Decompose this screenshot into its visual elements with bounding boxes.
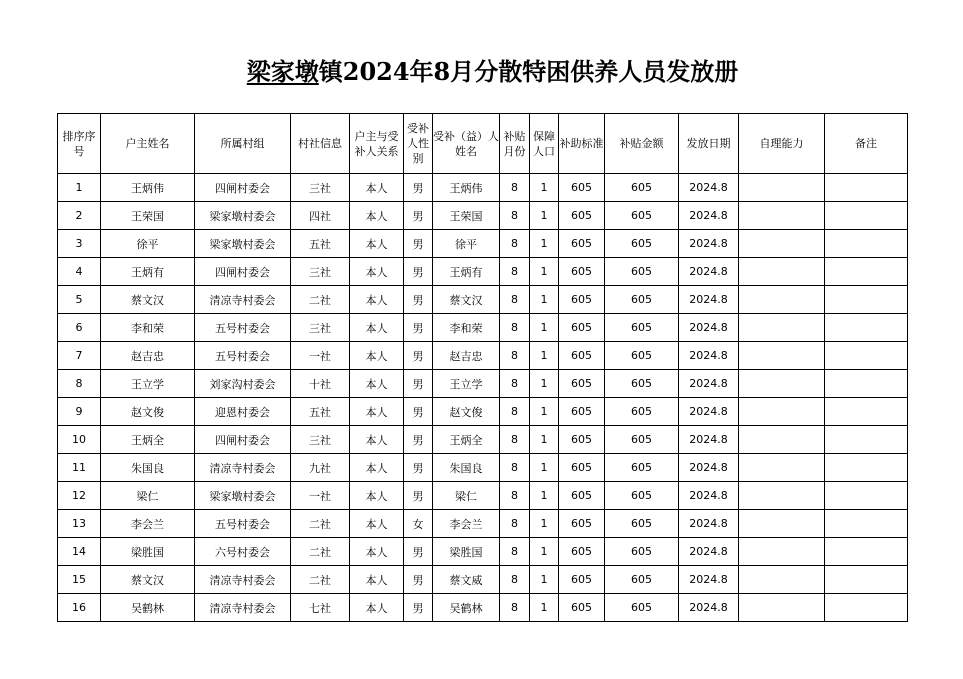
recipient-name-cell: 梁胜国	[433, 538, 500, 566]
household-head-cell: 徐平	[101, 230, 195, 258]
issue-date-cell: 2024.8	[679, 230, 739, 258]
group-cell: 三社	[291, 426, 350, 454]
subsidy-month-cell: 8	[500, 454, 530, 482]
household-head-cell: 王炳全	[101, 426, 195, 454]
self-care-cell	[739, 286, 825, 314]
table-row	[58, 286, 908, 314]
relation-cell: 本人	[350, 230, 404, 258]
household-head-cell: 赵文俊	[101, 398, 195, 426]
gender-cell: 男	[404, 594, 433, 622]
village-cell: 梁家墩村委会	[195, 230, 291, 258]
header-cell: 户主与受补人关系	[350, 114, 404, 174]
serial-number-cell: 13	[58, 510, 101, 538]
title-text: 镇2024年8月分散特困供养人员发放册	[318, 57, 739, 86]
remark-cell	[825, 594, 908, 622]
subsidy-amount-cell: 605	[605, 538, 679, 566]
relation-cell: 本人	[350, 314, 404, 342]
header-row	[58, 114, 908, 174]
covered-people-cell: 1	[530, 230, 559, 258]
group-cell: 一社	[291, 342, 350, 370]
serial-number-cell: 4	[58, 258, 101, 286]
gender-cell: 男	[404, 258, 433, 286]
table-row	[58, 258, 908, 286]
covered-people-cell: 1	[530, 566, 559, 594]
table-row	[58, 510, 908, 538]
subsidy-amount-cell: 605	[605, 566, 679, 594]
village-cell: 四闸村委会	[195, 174, 291, 202]
household-head-cell: 梁胜国	[101, 538, 195, 566]
self-care-cell	[739, 370, 825, 398]
serial-number-cell: 16	[58, 594, 101, 622]
serial-number-cell: 8	[58, 370, 101, 398]
subsidy-standard-cell: 605	[559, 314, 605, 342]
relation-cell: 本人	[350, 342, 404, 370]
gender-cell: 女	[404, 510, 433, 538]
subsidy-month-cell: 8	[500, 398, 530, 426]
covered-people-cell: 1	[530, 202, 559, 230]
remark-cell	[825, 174, 908, 202]
covered-people-cell: 1	[530, 482, 559, 510]
subsidy-standard-cell: 605	[559, 482, 605, 510]
gender-cell: 男	[404, 230, 433, 258]
issue-date-cell: 2024.8	[679, 510, 739, 538]
subsidy-standard-cell: 605	[559, 230, 605, 258]
table-row	[58, 370, 908, 398]
subsidy-standard-cell: 605	[559, 370, 605, 398]
subsidy-amount-cell: 605	[605, 286, 679, 314]
subsidy-month-cell: 8	[500, 538, 530, 566]
remark-cell	[825, 398, 908, 426]
subsidy-standard-cell: 605	[559, 342, 605, 370]
serial-number-cell: 14	[58, 538, 101, 566]
gender-cell: 男	[404, 454, 433, 482]
header-cell: 补贴金额	[605, 114, 679, 174]
subsidy-standard-cell: 605	[559, 566, 605, 594]
covered-people-cell: 1	[530, 454, 559, 482]
header-cell: 受补（益）人姓名	[433, 114, 500, 174]
table-row	[58, 482, 908, 510]
serial-number-cell: 15	[58, 566, 101, 594]
covered-people-cell: 1	[530, 370, 559, 398]
issue-date-cell: 2024.8	[679, 482, 739, 510]
table-row	[58, 398, 908, 426]
gender-cell: 男	[404, 538, 433, 566]
relation-cell: 本人	[350, 202, 404, 230]
self-care-cell	[739, 342, 825, 370]
gender-cell: 男	[404, 314, 433, 342]
recipient-name-cell: 梁仁	[433, 482, 500, 510]
household-head-cell: 赵吉忠	[101, 342, 195, 370]
gender-cell: 男	[404, 174, 433, 202]
relation-cell: 本人	[350, 258, 404, 286]
relation-cell: 本人	[350, 370, 404, 398]
table-row	[58, 230, 908, 258]
remark-cell	[825, 426, 908, 454]
subsidy-amount-cell: 605	[605, 594, 679, 622]
recipient-name-cell: 吴鹤林	[433, 594, 500, 622]
covered-people-cell: 1	[530, 398, 559, 426]
self-care-cell	[739, 594, 825, 622]
remark-cell	[825, 566, 908, 594]
issue-date-cell: 2024.8	[679, 202, 739, 230]
header-cell: 受补人性别	[404, 114, 433, 174]
relation-cell: 本人	[350, 174, 404, 202]
group-cell: 九社	[291, 454, 350, 482]
group-cell: 三社	[291, 258, 350, 286]
serial-number-cell: 7	[58, 342, 101, 370]
village-cell: 四闸村委会	[195, 426, 291, 454]
recipient-name-cell: 徐平	[433, 230, 500, 258]
issue-date-cell: 2024.8	[679, 566, 739, 594]
subsidy-month-cell: 8	[500, 202, 530, 230]
subsidy-month-cell: 8	[500, 286, 530, 314]
recipient-name-cell: 王炳有	[433, 258, 500, 286]
serial-number-cell: 12	[58, 482, 101, 510]
relation-cell: 本人	[350, 566, 404, 594]
issue-date-cell: 2024.8	[679, 426, 739, 454]
household-head-cell: 王立学	[101, 370, 195, 398]
group-cell: 二社	[291, 510, 350, 538]
remark-cell	[825, 538, 908, 566]
village-cell: 清凉寺村委会	[195, 454, 291, 482]
household-head-cell: 朱国良	[101, 454, 195, 482]
recipient-name-cell: 李和荣	[433, 314, 500, 342]
header-cell: 所属村组	[195, 114, 291, 174]
subsidy-standard-cell: 605	[559, 202, 605, 230]
subsidy-month-cell: 8	[500, 594, 530, 622]
household-head-cell: 王炳伟	[101, 174, 195, 202]
serial-number-cell: 11	[58, 454, 101, 482]
serial-number-cell: 1	[58, 174, 101, 202]
header-cell: 发放日期	[679, 114, 739, 174]
recipient-name-cell: 蔡文威	[433, 566, 500, 594]
group-cell: 三社	[291, 174, 350, 202]
header-cell: 保障人口	[530, 114, 559, 174]
issue-date-cell: 2024.8	[679, 538, 739, 566]
village-cell: 六号村委会	[195, 538, 291, 566]
recipient-name-cell: 王炳伟	[433, 174, 500, 202]
village-cell: 清凉寺村委会	[195, 566, 291, 594]
covered-people-cell: 1	[530, 286, 559, 314]
household-head-cell: 梁仁	[101, 482, 195, 510]
group-cell: 三社	[291, 314, 350, 342]
village-cell: 梁家墩村委会	[195, 202, 291, 230]
relation-cell: 本人	[350, 286, 404, 314]
recipient-name-cell: 王立学	[433, 370, 500, 398]
remark-cell	[825, 370, 908, 398]
village-cell: 迎恩村委会	[195, 398, 291, 426]
subsidy-standard-cell: 605	[559, 174, 605, 202]
subsidy-month-cell: 8	[500, 342, 530, 370]
covered-people-cell: 1	[530, 314, 559, 342]
household-head-cell: 蔡文汉	[101, 566, 195, 594]
covered-people-cell: 1	[530, 342, 559, 370]
group-cell: 四社	[291, 202, 350, 230]
subsidy-amount-cell: 605	[605, 342, 679, 370]
relation-cell: 本人	[350, 398, 404, 426]
issue-date-cell: 2024.8	[679, 454, 739, 482]
self-care-cell	[739, 426, 825, 454]
table-row	[58, 538, 908, 566]
group-cell: 二社	[291, 566, 350, 594]
header-cell: 补助标准	[559, 114, 605, 174]
village-cell: 五号村委会	[195, 510, 291, 538]
relation-cell: 本人	[350, 510, 404, 538]
subsidy-standard-cell: 605	[559, 538, 605, 566]
self-care-cell	[739, 202, 825, 230]
subsidy-amount-cell: 605	[605, 426, 679, 454]
subsidy-standard-cell: 605	[559, 426, 605, 454]
subsidy-standard-cell: 605	[559, 258, 605, 286]
subsidy-month-cell: 8	[500, 174, 530, 202]
remark-cell	[825, 482, 908, 510]
village-cell: 梁家墩村委会	[195, 482, 291, 510]
group-cell: 二社	[291, 286, 350, 314]
subsidy-amount-cell: 605	[605, 230, 679, 258]
gender-cell: 男	[404, 286, 433, 314]
group-cell: 五社	[291, 230, 350, 258]
group-cell: 七社	[291, 594, 350, 622]
remark-cell	[825, 258, 908, 286]
village-cell: 清凉寺村委会	[195, 594, 291, 622]
group-cell: 五社	[291, 398, 350, 426]
recipient-name-cell: 李会兰	[433, 510, 500, 538]
town-name: 梁家墩	[246, 57, 319, 86]
serial-number-cell: 9	[58, 398, 101, 426]
covered-people-cell: 1	[530, 538, 559, 566]
household-head-cell: 李和荣	[101, 314, 195, 342]
gender-cell: 男	[404, 202, 433, 230]
serial-number-cell: 5	[58, 286, 101, 314]
roster-body	[58, 174, 908, 622]
subsidy-standard-cell: 605	[559, 286, 605, 314]
relation-cell: 本人	[350, 594, 404, 622]
subsidy-standard-cell: 605	[559, 398, 605, 426]
gender-cell: 男	[404, 398, 433, 426]
group-cell: 十社	[291, 370, 350, 398]
covered-people-cell: 1	[530, 510, 559, 538]
table-row	[58, 314, 908, 342]
remark-cell	[825, 286, 908, 314]
gender-cell: 男	[404, 482, 433, 510]
subsidy-standard-cell: 605	[559, 594, 605, 622]
table-row	[58, 202, 908, 230]
serial-number-cell: 3	[58, 230, 101, 258]
subsidy-standard-cell: 605	[559, 454, 605, 482]
table-row	[58, 594, 908, 622]
header-cell: 补贴月份	[500, 114, 530, 174]
roster-table	[57, 113, 908, 622]
header-cell: 户主姓名	[101, 114, 195, 174]
serial-number-cell: 10	[58, 426, 101, 454]
serial-number-cell: 2	[58, 202, 101, 230]
self-care-cell	[739, 314, 825, 342]
household-head-cell: 蔡文汉	[101, 286, 195, 314]
subsidy-month-cell: 8	[500, 314, 530, 342]
header-cell: 排序序号	[58, 114, 101, 174]
issue-date-cell: 2024.8	[679, 370, 739, 398]
subsidy-month-cell: 8	[500, 426, 530, 454]
recipient-name-cell: 蔡文汉	[433, 286, 500, 314]
table-row	[58, 174, 908, 202]
household-head-cell: 王荣国	[101, 202, 195, 230]
subsidy-amount-cell: 605	[605, 202, 679, 230]
self-care-cell	[739, 510, 825, 538]
subsidy-standard-cell: 605	[559, 510, 605, 538]
village-cell: 五号村委会	[195, 314, 291, 342]
subsidy-month-cell: 8	[500, 370, 530, 398]
gender-cell: 男	[404, 566, 433, 594]
table-row	[58, 342, 908, 370]
village-cell: 刘家沟村委会	[195, 370, 291, 398]
remark-cell	[825, 510, 908, 538]
subsidy-month-cell: 8	[500, 510, 530, 538]
group-cell: 二社	[291, 538, 350, 566]
household-head-cell: 吴鹤林	[101, 594, 195, 622]
recipient-name-cell: 赵文俊	[433, 398, 500, 426]
village-cell: 四闸村委会	[195, 258, 291, 286]
issue-date-cell: 2024.8	[679, 314, 739, 342]
relation-cell: 本人	[350, 426, 404, 454]
self-care-cell	[739, 258, 825, 286]
header-cell: 自理能力	[739, 114, 825, 174]
recipient-name-cell: 王荣国	[433, 202, 500, 230]
page-title	[0, 52, 963, 92]
covered-people-cell: 1	[530, 258, 559, 286]
relation-cell: 本人	[350, 482, 404, 510]
table-row	[58, 426, 908, 454]
subsidy-month-cell: 8	[500, 566, 530, 594]
household-head-cell: 李会兰	[101, 510, 195, 538]
remark-cell	[825, 230, 908, 258]
self-care-cell	[739, 454, 825, 482]
issue-date-cell: 2024.8	[679, 398, 739, 426]
gender-cell: 男	[404, 426, 433, 454]
serial-number-cell: 6	[58, 314, 101, 342]
subsidy-amount-cell: 605	[605, 482, 679, 510]
self-care-cell	[739, 538, 825, 566]
subsidy-month-cell: 8	[500, 258, 530, 286]
recipient-name-cell: 王炳全	[433, 426, 500, 454]
gender-cell: 男	[404, 342, 433, 370]
remark-cell	[825, 202, 908, 230]
subsidy-amount-cell: 605	[605, 510, 679, 538]
remark-cell	[825, 454, 908, 482]
group-cell: 一社	[291, 482, 350, 510]
covered-people-cell: 1	[530, 594, 559, 622]
self-care-cell	[739, 230, 825, 258]
covered-people-cell: 1	[530, 174, 559, 202]
header-cell: 村社信息	[291, 114, 350, 174]
self-care-cell	[739, 398, 825, 426]
subsidy-amount-cell: 605	[605, 314, 679, 342]
header-cell: 备注	[825, 114, 908, 174]
issue-date-cell: 2024.8	[679, 286, 739, 314]
remark-cell	[825, 314, 908, 342]
village-cell: 五号村委会	[195, 342, 291, 370]
issue-date-cell: 2024.8	[679, 342, 739, 370]
subsidy-month-cell: 8	[500, 230, 530, 258]
subsidy-month-cell: 8	[500, 482, 530, 510]
gender-cell: 男	[404, 370, 433, 398]
subsidy-amount-cell: 605	[605, 370, 679, 398]
subsidy-amount-cell: 605	[605, 174, 679, 202]
self-care-cell	[739, 566, 825, 594]
self-care-cell	[739, 174, 825, 202]
subsidy-amount-cell: 605	[605, 454, 679, 482]
table-row	[58, 566, 908, 594]
relation-cell: 本人	[350, 454, 404, 482]
relation-cell: 本人	[350, 538, 404, 566]
self-care-cell	[739, 482, 825, 510]
subsidy-amount-cell: 605	[605, 258, 679, 286]
recipient-name-cell: 赵吉忠	[433, 342, 500, 370]
issue-date-cell: 2024.8	[679, 594, 739, 622]
table-row	[58, 454, 908, 482]
village-cell: 清凉寺村委会	[195, 286, 291, 314]
covered-people-cell: 1	[530, 426, 559, 454]
subsidy-amount-cell: 605	[605, 398, 679, 426]
recipient-name-cell: 朱国良	[433, 454, 500, 482]
issue-date-cell: 2024.8	[679, 174, 739, 202]
issue-date-cell: 2024.8	[679, 258, 739, 286]
remark-cell	[825, 342, 908, 370]
household-head-cell: 王炳有	[101, 258, 195, 286]
